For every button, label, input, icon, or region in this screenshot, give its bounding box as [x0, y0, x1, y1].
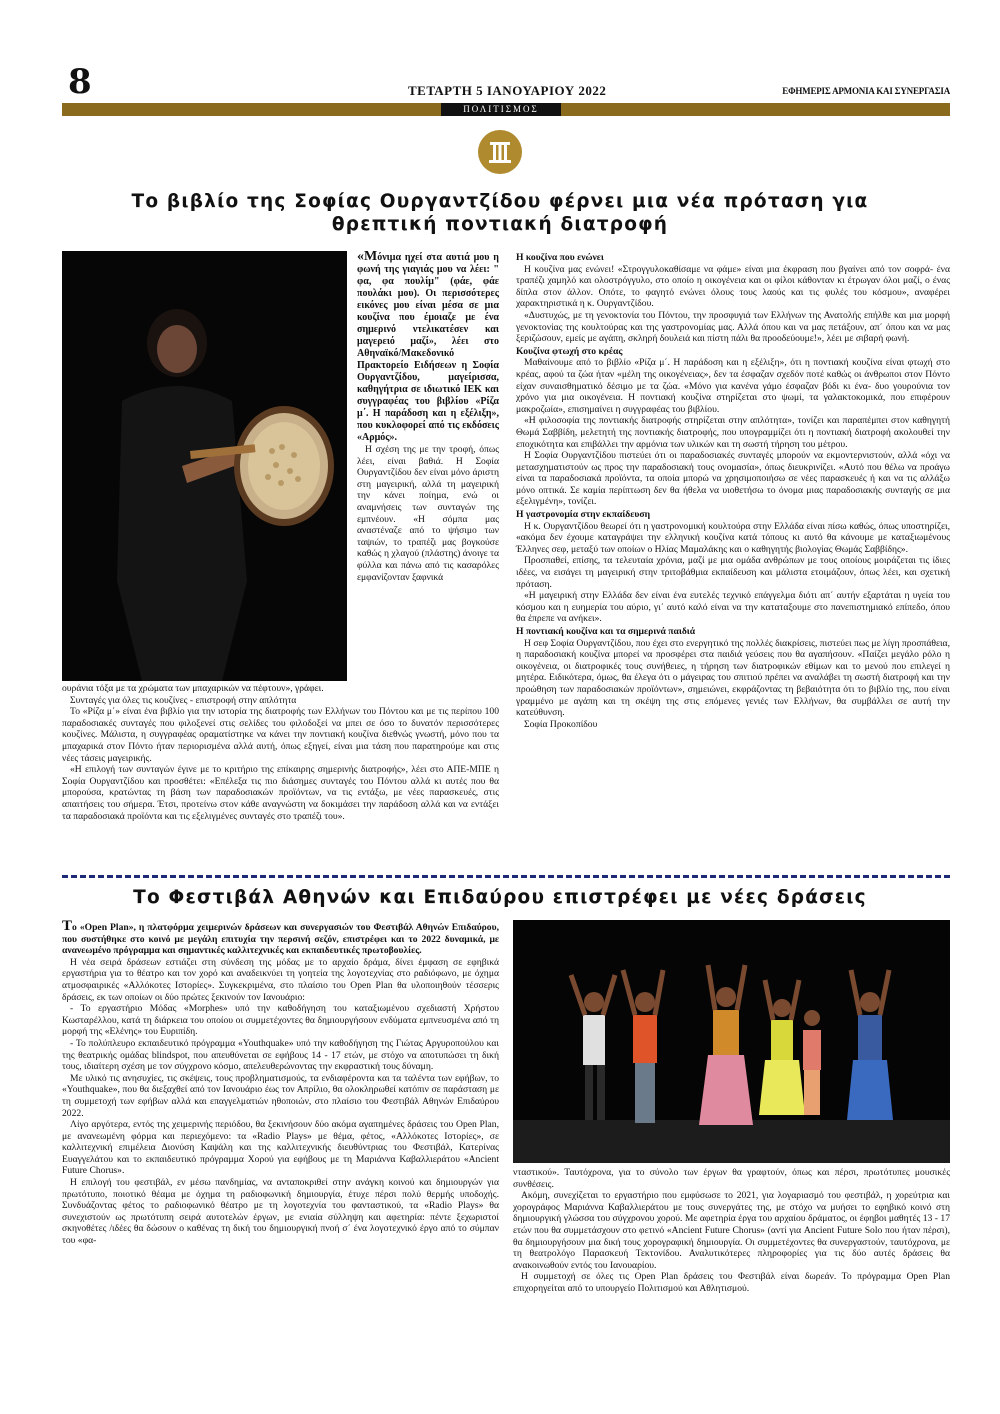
subheading: Η κουζίνα που ενώνει	[516, 252, 604, 263]
subheading: Η γαστρονομία στην εκπαίδευση	[516, 509, 651, 521]
article1-right-column	[516, 251, 950, 730]
article2-headline: Το Φεστιβάλ Αθηνών και Επιδαύρου επιστρέφει με νέες δράσεις	[133, 887, 867, 908]
continuation-text: ουράνια τόξα με τα χρώματα των μπαχαρικών να πέφτουν», γράφει.	[62, 683, 324, 694]
author-byline: Σοφία Προκοπίδου	[524, 718, 598, 730]
subheading-text: Συνταγές για όλες τις κουζίνες - επιστροφή στην απλότητα	[70, 694, 297, 706]
dropcap: Τ	[62, 918, 73, 934]
article1-headline: Το βιβλίο της Σοφίας Ουργαντζίδου φέρνει μια νέα πρόταση για θρεπτική ποντιακή διατροφή	[131, 191, 869, 235]
article2-photo	[513, 920, 950, 1163]
paragraph: Προσπαθεί, επίσης, τα τελευταία χρόνια, μαζί με μια ομάδα ανθρώπων με τους οποίους μοιράζεται τις ίδιες ιδέες, να εισάγει τη μαγειρική στην τριτοβάθμια εκπαίδευση και μάλιστα ετοιμάζουν, όπως λέει, και σχετική πρόταση.	[516, 555, 950, 590]
page-number: 8	[68, 62, 92, 102]
article2-right-column	[513, 1167, 950, 1295]
paragraph: Ακόμη, συνεχίζεται το εργαστήριο που εμφύσωσε το 2021, για λογαριασμό του φεστιβάλ, η χορεύτρια και χορογράφος Μαριάννα Καβαλλιεράτου με τους συνεργάτες της, με στόχο να μυήσει το εφηβικό κοινό στη δημιουργική γλώσσα του σύγχρονου χορού. Με αφετηρία έργα του αρχαίου δράματος, οι έφηβοι μαθητές 13 - 17 ετών που θα συμμετάσχουν στο φετινό «Ancient Future Chorus» (αντί για Ancient Future Solo που ήταν πέρσι), θα δημιουργήσουν μια δική τους χορογραφική δημιουργία. Οι συμμετέχοντες θα συνεργαστούν, ταυτόχρονα, με τη θεατρολόγο Παρασκευή Τεκτονίδου. Αναλυτικότερες πληροφορίες για τις δύο αυτές δράσεις θα ανακοινωθούν εντός του Ιανουαρίου.	[513, 1190, 950, 1271]
article1-photo	[62, 251, 347, 681]
paragraph: Η κ. Ουργαντζίδου θεωρεί ότι η γαστρονομική κουλτούρα στην Ελλάδα είναι πίσω καθώς, όπως υποστηρίζει, «ακόμα δεν έχουμε καταγράψει την ελληνική κουζίνα κατά τόπους κι αυτό θα κάνουμε με καταξιωμένους Έλληνες σεφ, μεταξύ των οποίων ο Ηλίας Μαμαλάκης και ο καθηγητής βιολογίας Θωμάς Σαββίδης».	[516, 520, 950, 555]
subheading: Η ποντιακή κουζίνα και τα σημερινά παιδιά	[516, 626, 696, 637]
paragraph: νταστικού». Ταυτόχρονα, για το σύνολο των έργων θα γραφτούν, όπως και πέρσι, πρωτότυπες μουσικές συνθέσεις.	[513, 1167, 950, 1190]
dropcap: «Μ	[357, 249, 378, 264]
article1-bottom-left	[62, 683, 499, 822]
paragraph: «Η επιλογή των συνταγών έγινε με το κριτήριο της επίκαιρης σημερινής διατροφής», λέει στο ΑΠΕ-ΜΠΕ η Σοφία Ουργαντζίδου και προσθέτει: «Επέλεξα τις πιο διάσημες συνταγές του Πόντου αλλά κι αυτές που θα μπορούσα, κρατώντας τη βάση των παραδοσιακών προϊόντων, να τις εντάξω, με νέες παρασκευές, στις απαιτήσεις του σήμερα. Έτσι, προτείνω στον κάθε αναγνώστη να δοκιμάσει την παράδοση αλλά και να εντάξει τα παραδοσιακά προϊόντα και τις εξελιγμένες συνταγές στο τραπέζι του».	[62, 764, 499, 822]
paragraph: Το «Ρίζα μ΄» είναι ένα βιβλίο για την ιστορία της διατροφής των Ελλήνων του Πόντου και με τις περίπου 100 παραδοσιακές συνταγές που φιλοξενεί στις σελίδες του φιλοδοξεί να μπει σε όσο το δυνατόν περισσότερες κουζίνες. Μάλιστα, η συγγραφέας οραματίστηκε να κάνει την ποντιακή κουζίνα διεθνώς γνωστή, μόνο που τα μπαχαρικά στον Πόντο ήταν περιορισμένα αλλά αυτή, όπως εξηγεί, είναι μια τάση που παρατηρούμε και στις νέες τάσεις μαγειρικής.	[62, 706, 499, 764]
paragraph: Η σεφ Σοφία Ουργαντζίδου, που έχει στο ενεργητικό της πολλές διακρίσεις, πιστεύει πως με λίγη προσπάθεια, η παραδοσιακή κουζίνα μπορεί να προσφέρει στα παιδιά γεύσεις που θα αγαπήσουν. «Παίζει μεγάλο ρόλο η οικογένεια, οι διατροφικές τους συνήθειες, η τήρηση των διατροφικών εθίμων και το μενού που επιλεγεί η μητέρα. Ειδικότερα, όμως, θα έλεγα ότι ο μάγειρας του σπιτιού πρέπει να αναλάβει τη σωστή διατροφή και την προώθηση των παραδοσιακών προϊόντων», σημειώνει, εκφράζοντας τη βεβαιότητα ότι το βιβλίο της, που είναι γραμμένο με αγάπη και τη σκέψη της στις επόμενες γενιές των Ελλήνων, θα συμβάλλει σε αυτή την κατεύθυνση.	[516, 637, 950, 719]
paragraph: Με υλικό τις ανησυχίες, τις σκέψεις, τους προβληματισμούς, τα ενδιαφέροντα και τα ταλέντα των εφήβων, το «Youthquake», που θα διεξαχθεί από τον Ιανουάριο έως τον Απρίλιο, θα ολοκληρωθεί κατόπιν σε παράσταση με τη συμμετοχή των εφήβων αλλά και επαγγελματιών ηθοποιών, στο πλαίσιο του Φεστιβάλ Αθηνών Επιδαύρου 2022.	[62, 1072, 499, 1119]
subheading: Κουζίνα φτωχή στο κρέας	[516, 345, 623, 357]
intro-paragraph: Η σχέση της με την τροφή, όπως λέει, είναι βαθιά. Η Σοφία Ουργαντζίδου δεν είναι μόνο άριστη στη μαγειρική, αλλά τη μαγειρική την κάνει ποίημα, ενώ οι αναμνήσεις των συνταγών της εμπνέουν. «Η σόμπα μας αναστέναζε από το ψήσιμο των ταψιών, το τραπέζι μας βογκούσε καθώς η χλαγού (πλάστης) άνοιγε τα φύλλα και πάνω από τις κασαρόλες εμφανίζονταν ξαφνικά	[357, 444, 499, 583]
lead-text: ο «Open Plan», η πλατφόρμα χειμερινών δράσεων και συνεργασιών του Φεστιβάλ Αθηνών Επιδαύρου, που συστήθηκε στο κοινό με μεγάλη επιτυχία την περσινή σεζόν, επιστρέφει και το 2022 δυναμικά, με ανανεωμένο πρόγραμμα και σημαντικές καλλιτεχνικές και εκπαιδευτικές πρωτοβουλίες.	[62, 922, 499, 957]
paragraph: Η συμμετοχή σε όλες τις Open Plan δράσεις του Φεστιβάλ είναι δωρεάν. Το πρόγραμμα Open Plan επιχορηγείται από το υπουργείο Πολιτισμού και Αθλητισμού.	[513, 1271, 950, 1294]
article-divider	[62, 875, 950, 878]
issue-date: ΤΕΤΑΡΤΗ 5 ΙΑΝΟΥΑΡΙΟΥ 2022	[408, 83, 607, 98]
paragraph: Μαθαίνουμε από το βιβλίο «Ρίζα μ΄. Η παράδοση και η εξέλιξη», ότι η ποντιακή κουζίνα είναι φτωχή στο κρέας, αφού τα ζώα ήταν «μέλη της οικογένειας», δεν τα έσφαζαν σχεδόν ποτέ καθώς οι άνθρωποι στον Πόντο είχαν συναισθηματικό δέσιμο με τα ζώα. «Μόνο για κανένα γάμο έσφαζαν βόδι κι ένα- δυο γουρούνια τον χρόνο για μια οικογένεια. Η ποντιακή κουζίνα στηρίζεται στο ψωμί, τα γαλακτοκομικά, που επιφέρουν μακροζωία», επισημαίνει η συγγραφέας του βιβλίου.	[516, 357, 950, 415]
section-label: ΠΟΛΙΤΙΣΜΟΣ	[441, 103, 561, 116]
newspaper-masthead: ΕΦΗΜΕΡΙΣ ΑΡΜΟΝΙΑ ΚΑΙ ΣΥΝΕΡΓΑΣΙΑ	[782, 86, 950, 96]
paragraph: Η Σοφία Ουργαντζίδου πιστεύει ότι οι παραδοσιακές συνταγές μπορούν να εκμοντερνιστούν, αλλά «όχι να μετασχηματιστούν ως προς την παραδοσιακή τους ονομασία», όπως διευκρινίζει. «Αυτό που θέλω να προάγω είναι τα παραδοσιακά προϊόντα, τα οποία μπορώ να χρησιμοποιήσω σε νέες παρασκευές ή και να τις αλλάξω μόνο οπτικά. Σε καμία περίπτωση δεν θα ήθελα να υιοθετήσω το όνομα μιας παραδοσιακής συνταγής σε μια εξελιγμένη», τονίζει.	[516, 450, 950, 508]
column-icon	[478, 130, 522, 174]
paragraph: - Το εργαστήριο Μόδας «Morphes» υπό την καθοδήγηση του καταξιωμένου σχεδιαστή Χρήστου Κωσταρέλλου, κατά τη διάρκεια του οποίου οι συμμετέχοντες θα δημιουργήσουν ενδύματα εμπνευσμένα από τη μορφή της «Ελένης» του Ευριπίδη.	[62, 1003, 499, 1038]
paragraph: «Δυστυχώς, με τη γενοκτονία του Πόντου, την προσφυγιά των Ελλήνων της Ανατολής επήλθε και μια μορφή γενοκτονίας της κουλτούρας και της γαστρονομίας μας. Αλλά όπου και να μας πετάξουν, απ΄ όπου και να μας ξεριζώσουν, εμείς με αγάπη, σκληρή δουλειά και πίστη πάλι θα προοδεύουμε!», λέει με σιβαρή φωνή.	[516, 309, 950, 345]
paragraph: Λίγο αργότερα, εντός της χειμερινής περιόδου, θα ξεκινήσουν δύο ακόμα αγαπημένες δράσεις του Open Plan, με ανανεωμένη φόρμα και περιεχόμενο: τα «Radio Plays» με θέμα, φέτος, «Αλλόκοτες Ιστορίες», σε καλλιτεχνική επιμέλεια Διονύση Καψάλη και της καλλιτεχνικής διευθύντριας του Φεστιβάλ, Κατερίνας Ευαγγελάτου και το εκπαιδευτικό πρόγραμμα Χορού για εφήβους με τη Μαριάννα Καβαλλιεράτου «Ancient Future Chorus».	[62, 1119, 499, 1177]
paragraph: «Η μαγειρική στην Ελλάδα δεν είναι ένα ευτελές τεχνικό επάγγελμα διότι απ΄ αυτήν εξαρτάται η υγεία του κόσμου και η ευημερία του αύριο, γι΄ αυτό καλό είναι να την καταταξουμε στο πανεπιστημιακό επίπεδο, όπου θα έπρεπε να ανήκει».	[516, 590, 950, 625]
paragraph: - Το πολύπλευρο εκπαιδευτικό πρόγραμμα «Youthquake» υπό την καθοδήγηση της Γιώτας Αργυροπούλου και της θεατρικής ομάδας blindspot, που απευθύνεται σε εφήβους 14 - 17 ετών, με στόχο να αποτυπώσει τη δική τους, ιδιαίτερη σχέση με τον σύγχρονο κόσμο, απελευθερώνοντας την εκφραστική τους δύναμη.	[62, 1037, 499, 1073]
intro-quote-text: όνιμα ηχεί στα αυτιά μου η φωνή της γιαγιάς μου να λέει: " φα, φα πουλίμ" (φάε, φάε πουλάκι μου). Οι περισσότερες εικόνες μου είναι μέσα σε μια κουζίνα που έμοιαζε με ένα σημερινό ντελικατέσεν και μαγερειό μαζί», λέει στο Αθηναϊκό/Μακεδονικό Πρακτορείο Ειδήσεων η Σοφία Ουργαντζίδου, μαγείρισσα, καθηγήτρια σε ιδιωτικό ΙΕΚ και συγγραφέας του βιβλίου «Ρίζα μ΄. Η παράδοση και η εξέλιξη», που κυκλοφορεί από τις εκδόσεις «Αρμός».	[357, 252, 499, 443]
paragraph: Η κουζίνα μας ενώνει! «Στρογγυλοκαθίσαμε να φάμε» είναι μια έκφραση που βγαίνει από τον σοφρά- ένα τραπέζι χαμηλό και ολοστρόγγυλο, στο οποίο η οικογένεια και οι φίλοι κάθονταν κι έτρωγαν όλοι μαζί, ο ένας δίπλα στον άλλον. Οπότε, το φαγητό ενώνει όλους τους λαούς και τις φυλές του κόσμου», αναφέρει χαρακτηριστικά η κ. Ουργαντζίδου.	[516, 263, 950, 310]
paragraph: Η επιλογή του φεστιβάλ, εν μέσω πανδημίας, να ανταποκριθεί στην ανάγκη κοινού και δημιουργών για πρωτότυπο, ποιοτικό θέαμα με όχημα τη ραδιοφωνική δημιουργία, έτυχε πέρσι πολύ θερμής υποδοχής. Συνδυάζοντας φέτος το ραδιοφωνικό θέατρο με τη λογοτεχνία του φανταστικού, τα «Radio Plays» θα συνεχιστούν ως πρωτότυπη σειρά αυτοτελών έργων, με ενιαία σύλληψη και αφετηρία: πέντε ξεχωριστοί σκηνοθέτες /ιδέες θα δώσουν ο καθένας τη δική του δημιουργική πνοή σ΄ ένα λογοτεχνικό έργο από το σύμπαν του «φα-	[62, 1177, 499, 1247]
paragraph: Η νέα σειρά δράσεων εστιάζει στη σύνδεση της μόδας με το αρχαίο δράμα, δίνει έμφαση σε εφηβικά εργαστήρια για το θέατρο και τον χορό και αναδεικνύει τη γοητεία της λογοτεχνίας στο ραδιόφωνο, με όχημα ατμοσφαιρικές «Αλλόκοτες Ιστορίες». Συγκεκριμένα, στο πλαίσιο του Open Plan θα υλοποιηθούν τέσσερις δράσεις, εκ των οποίων οι δύο πρώτες ξεκινούν τον Ιανουάριο:	[62, 956, 499, 1003]
article1-intro-column	[357, 251, 499, 583]
article2-left-column	[62, 918, 499, 1247]
paragraph: «Η φιλοσοφία της ποντιακής διατροφής στηρίζεται στην απλότητα», τονίζει και παραπέμπει στον καθηγητή Θωμά Σαββίδη, μελετητή της ποντιακής διατροφής, που υπογραμμίζει ότι η ποντιακή διατροφή ακολουθεί την εποχικότητα και επιβάλλει την αρμόνια των υλικών και τη σωστή τήρηση του μέτρου.	[516, 415, 950, 450]
